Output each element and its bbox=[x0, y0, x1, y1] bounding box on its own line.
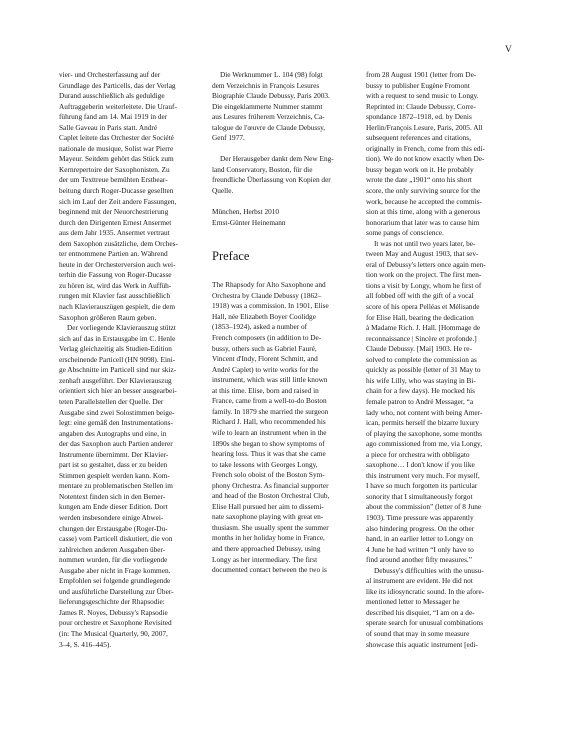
text-line: with a request to send music to Longy. bbox=[366, 91, 479, 101]
text-line: Quelle. bbox=[212, 186, 234, 196]
text-line: vier- und Orchesterfassung auf der bbox=[59, 70, 161, 79]
text-line: freundliche Überlassung von Kopien der bbox=[212, 175, 331, 185]
column-right bbox=[366, 70, 502, 650]
text-line: quickly as possible (letter of 31 May to bbox=[366, 365, 481, 375]
text-line: dem Saxophon zusätzliche, dem Orches- bbox=[59, 238, 178, 248]
text-line: Longy as her intermediary. The first bbox=[212, 554, 318, 564]
text-line: Biographie Claude Debussy, Paris 2003. bbox=[212, 91, 330, 101]
text-line: durch den Dirigenten Ernest Ansermet bbox=[59, 217, 172, 227]
text-line: al instrument are evident. He did not bbox=[366, 576, 473, 586]
text-line: Claude Debussy. [Mai] 1903. He re- bbox=[366, 344, 472, 354]
text-line: showcase this aquatic instrument [edi- bbox=[366, 639, 478, 649]
text-line: Grundlage des Particells, das der Verlag bbox=[59, 80, 176, 90]
text-line: Ernst-Günter Heinemann bbox=[212, 217, 286, 227]
text-line: orientiert sich hier an besser ausgearbei- bbox=[59, 386, 177, 396]
text-line: to take lessons with Georges Longy, bbox=[212, 459, 318, 469]
page-number: V bbox=[505, 45, 512, 55]
text-line: chungen der Erstausgabe (Roger-Du- bbox=[59, 523, 168, 533]
text-line: Ausgabe aber nicht in Frage kommen. bbox=[59, 565, 171, 575]
text-line: bussy began work on it. He probably bbox=[366, 164, 474, 174]
text-line: Der vorliegende Klavierauszug stützt bbox=[67, 323, 176, 333]
text-line: Verlag gleichzeitig als Studien-Edition bbox=[59, 344, 172, 354]
text-line: a piece for orchestra with obbligato bbox=[366, 449, 470, 459]
text-line: ge Abschnitte im Particell sind nur skiz- bbox=[59, 365, 177, 375]
text-line: heute in der Orchesterversion auch wei- bbox=[59, 259, 176, 269]
text-line: Vincent d'Indy, Florent Schmitt, and bbox=[212, 354, 318, 364]
text-line: family. In 1879 she married the surgeon bbox=[212, 406, 329, 416]
text-line: about the commission” (letter of 8 June bbox=[366, 502, 482, 512]
blank-line bbox=[212, 197, 348, 208]
text-line: his wife Lilly, who was staying in Bi- bbox=[366, 375, 476, 385]
text-line: honorarium that later was to cause him bbox=[366, 217, 480, 227]
text-line: und ausführliche Darstellung zur Über- bbox=[59, 586, 174, 596]
text-line: aus Lesures früherem Verzeichnis, Ca- bbox=[212, 112, 325, 122]
text-line: tion work on the project. The first men- bbox=[366, 270, 482, 280]
text-line: originally in French, come from this edi- bbox=[366, 143, 485, 153]
text-line: à Madame Rich. J. Hall. [Hommage de bbox=[366, 323, 481, 333]
text-line: nach Klavierauszügen gespielt, die dem bbox=[59, 302, 176, 312]
text-line: 1918) was a commission. In 1901, Elise bbox=[212, 301, 329, 311]
text-line: (in: The Musical Quarterly, 90, 2007, bbox=[59, 628, 168, 638]
text-line: 1890s she began to show symptoms of bbox=[212, 438, 325, 448]
text-line: Mayeur. Seitdem gehört das Stück zum bbox=[59, 154, 174, 164]
text-line: and head of the Boston Orchestral Club, bbox=[212, 491, 330, 501]
column-middle bbox=[212, 70, 348, 576]
text-line: beginnend mit der Neuorchestrierung bbox=[59, 207, 169, 217]
text-line: Empfohlen sei folgende grundlegende bbox=[59, 576, 171, 586]
text-line: angaben des Autographs und eine, in bbox=[59, 428, 167, 438]
text-line: sich im Lauf der Zeit andere Fassungen, bbox=[59, 196, 177, 206]
text-line: from 28 August 1901 (letter from De- bbox=[366, 70, 477, 79]
text-line: nationale de musique, Solist war Pierre bbox=[59, 143, 174, 153]
blank-line bbox=[212, 144, 348, 155]
text-line: Die Werknummer L. 104 (98) folgt bbox=[220, 70, 323, 79]
text-line: kungen am Ende dieser Edition. Dort bbox=[59, 502, 168, 512]
text-line: der das Saxophon auch Partien anderer bbox=[59, 439, 173, 449]
text-line: Debussy's difficulties with the unusu- bbox=[374, 565, 484, 575]
text-line: talogue de l'œuvre de Claude Debussy, bbox=[212, 122, 326, 132]
text-line: solved to complete the commission as bbox=[366, 354, 477, 364]
text-line: land Conservatory, Boston, für die bbox=[212, 164, 313, 174]
text-line: lady who, not content with being Amer- bbox=[366, 407, 483, 417]
text-line: chain for a few days). He mocked his bbox=[366, 386, 476, 396]
text-line: sonority that I simultaneously forgot bbox=[366, 491, 473, 501]
text-line: München, Herbst 2010 bbox=[212, 207, 280, 217]
text-line: Genf 1977. bbox=[212, 133, 245, 143]
text-line: führung fand am 14. Mai 1919 in der bbox=[59, 112, 168, 122]
text-line: some pangs of conscience. bbox=[366, 228, 444, 238]
text-line: wrote the date „1901“ onto his short bbox=[366, 175, 472, 185]
text-line: Salle Gaveau in Paris statt. André bbox=[59, 122, 158, 132]
text-line: Elise Hall pursued her aim to dissemi- bbox=[212, 501, 324, 511]
text-line: erscheinende Particell (HN 9098). Eini- bbox=[59, 354, 176, 364]
text-line: female patron to André Messager, “a bbox=[366, 396, 474, 406]
text-line: lieferungsgeschichte der Rhapsodie: bbox=[59, 597, 165, 607]
text-line: tween May and August 1903, that sev- bbox=[366, 249, 479, 259]
text-line: nommen wurden, für die vorliegende bbox=[59, 555, 168, 565]
text-line: score, the only surviving source for the bbox=[366, 186, 481, 196]
text-line: nate saxophone playing with great en- bbox=[212, 512, 324, 522]
text-line: Hall, née Elizabeth Boyer Coolidge bbox=[212, 311, 316, 321]
preface-text bbox=[212, 280, 348, 575]
text-line: Notentext finden sich in den Bemer- bbox=[59, 491, 166, 501]
text-line: score of his opera Pelléas et Mélisande bbox=[366, 302, 480, 312]
text-line: hearing loss. Thus it was that she came bbox=[212, 449, 326, 459]
text-line: (1853–1924), asked a number of bbox=[212, 322, 308, 332]
text-line: bussy, others such as Gabriel Fauré, bbox=[212, 343, 317, 353]
text-line: Herlin/François Lesure, Paris, 2005. All bbox=[366, 122, 483, 132]
text-line: werden insbesondere einige Abwei- bbox=[59, 512, 164, 522]
text-line: Saxophon größeren Raum geben. bbox=[59, 312, 157, 322]
text-line: wife to learn an instrument when in the bbox=[212, 427, 327, 437]
text-line: described his disquiet, “I am on a de- bbox=[366, 607, 475, 617]
text-line: zahlreichen anderen Ausgaben über- bbox=[59, 544, 166, 554]
text-line: saxophone… I don't know if you like bbox=[366, 460, 475, 470]
text-line: ago commissioned from me, via Longy, bbox=[366, 439, 483, 449]
text-line: zenhaft ausgeführt. Der Klavierauszug bbox=[59, 375, 172, 385]
text-line: eral of Debussy's letters once again men- bbox=[366, 259, 486, 269]
text-line: for Elise Hall, bearing the dedication bbox=[366, 312, 474, 322]
text-line: Durand ausschließlich als geduldige bbox=[59, 91, 165, 101]
text-line: months in her holiday home in France, bbox=[212, 533, 325, 543]
text-line: sich auf das in Erstausgabe im C. Henle bbox=[59, 333, 176, 343]
text-line: beitung durch Roger-Ducasse gesellten bbox=[59, 186, 174, 196]
text-line: and there approached Debussy, using bbox=[212, 543, 321, 553]
text-line: Richard J. Hall, who recommended his bbox=[212, 417, 326, 427]
text-line: of playing the saxophone, some months bbox=[366, 428, 482, 438]
text-line: 3–4, S. 416–445). bbox=[59, 639, 112, 649]
text-line: dem Verzeichnis in François Lesures bbox=[212, 80, 320, 90]
text-line: subsequent references and citations, bbox=[366, 133, 471, 143]
text-line: mentare zu problematischen Stellen im bbox=[59, 481, 173, 491]
text-line: zu hören ist, wird das Werk in Auffüh- bbox=[59, 280, 172, 290]
text-line: Der Herausgeber dankt dem New Eng- bbox=[220, 154, 334, 164]
text-line: The Rhapsody for Alto Saxophone and bbox=[212, 280, 326, 290]
text-line: bussy to publisher Eugène Fromont bbox=[366, 80, 470, 90]
text-line: thusiasm. She usually spent the summer bbox=[212, 522, 329, 532]
text-line: teten Parallelstellen der Quelle. Der bbox=[59, 396, 164, 406]
text-line: this instrument very much. For myself, bbox=[366, 470, 480, 480]
text-line: Instrumente übernimmt. Der Klavier- bbox=[59, 449, 169, 459]
text-line: Auftraggeberin weiterleitete. Die Urauf- bbox=[59, 101, 177, 111]
text-line: instrument, which was still little known bbox=[212, 375, 328, 385]
text-line: French solo oboist of the Boston Sym- bbox=[212, 470, 325, 480]
text-line: 4 June he had written “I only have to bbox=[366, 544, 474, 554]
column-left bbox=[59, 70, 195, 650]
text-line: Ausgabe sind zwei Solostimmen beige- bbox=[59, 407, 175, 417]
text-line: terhin die Fassung von Roger-Ducasse bbox=[59, 270, 172, 280]
text-line: of sound that may in some measure bbox=[366, 628, 470, 638]
text-line: Stimmen gespielt werden kann. Kom- bbox=[59, 470, 170, 480]
text-line: der um Texttreue bemühten Erstbear- bbox=[59, 175, 168, 185]
text-line: I have so much forgotten its particular bbox=[366, 481, 478, 491]
text-line: part ist so gestaltet, dass er zu beiden bbox=[59, 460, 168, 470]
text-line: work, because he accepted the commis- bbox=[366, 196, 482, 206]
text-line: tion). We do not know exactly when De- bbox=[366, 154, 485, 164]
text-line: André Caplet) to write works for the bbox=[212, 364, 319, 374]
edition-notes bbox=[212, 70, 348, 228]
text-line: French composers (in addition to De- bbox=[212, 333, 322, 343]
text-line: ter entnommene Partien an. Während bbox=[59, 249, 168, 259]
text-line: tions a visit by Longy, whom he first of bbox=[366, 280, 482, 290]
text-line: also hindering progress. On the other bbox=[366, 523, 475, 533]
text-line: pour orchestre et Saxophone Revisited bbox=[59, 618, 172, 628]
text-line: Die eingeklammerte Nummer stammt bbox=[212, 101, 323, 111]
text-line: 1903). Time pressure was apparently bbox=[366, 512, 474, 522]
text-line: rungen mit Klavier fast ausschließlich bbox=[59, 291, 171, 301]
text-line: find around another fifty measures.” bbox=[366, 555, 472, 565]
text-line: mentioned letter to Messager he bbox=[366, 597, 460, 607]
text-line: James R. Noyes, Debussy's Rapsodie bbox=[59, 607, 168, 617]
text-line: documented contact between the two is bbox=[212, 565, 327, 575]
text-line: phony Orchestra. As financial supporter bbox=[212, 480, 329, 490]
text-line: Caplet leitete das Orchester der Société bbox=[59, 133, 174, 143]
text-line: all fobbed off with the gift of a vocal bbox=[366, 291, 474, 301]
text-line: It was not until two years later, be- bbox=[374, 238, 476, 248]
text-line: reconnaissance | Sincère et profonde.] bbox=[366, 333, 477, 343]
text-line: hand, in an earlier letter to Longy on bbox=[366, 534, 473, 544]
text-line: sperate search for unusual combinations bbox=[366, 618, 484, 628]
text-line: Reprinted in: Claude Debussy, Corre- bbox=[366, 101, 476, 111]
preface-heading: Preface bbox=[212, 249, 250, 264]
text-line: ican, permits herself the bizarre luxury bbox=[366, 418, 480, 428]
text-line: legt: eine gemäß den Instrumentations- bbox=[59, 418, 173, 428]
text-line: aus dem Jahr 1935. Ansermet vertraut bbox=[59, 228, 170, 238]
text-line: Kernrepertoire der Saxophonisten. Zu bbox=[59, 164, 170, 174]
text-line: Orchestra by Claude Debussy (1862– bbox=[212, 290, 322, 300]
text-line: like its idiosyncratic sound. In the afore- bbox=[366, 586, 485, 596]
text-line: spondance 1872–1918, ed. by Denis bbox=[366, 112, 472, 122]
text-line: France, came from a well-to-do Boston bbox=[212, 396, 327, 406]
text-line: at this time. Elise, born and raised in bbox=[212, 385, 319, 395]
text-line: sion at this time, along with a generous bbox=[366, 207, 481, 217]
text-line: casse) vom Particell diskutiert, die von bbox=[59, 534, 173, 544]
